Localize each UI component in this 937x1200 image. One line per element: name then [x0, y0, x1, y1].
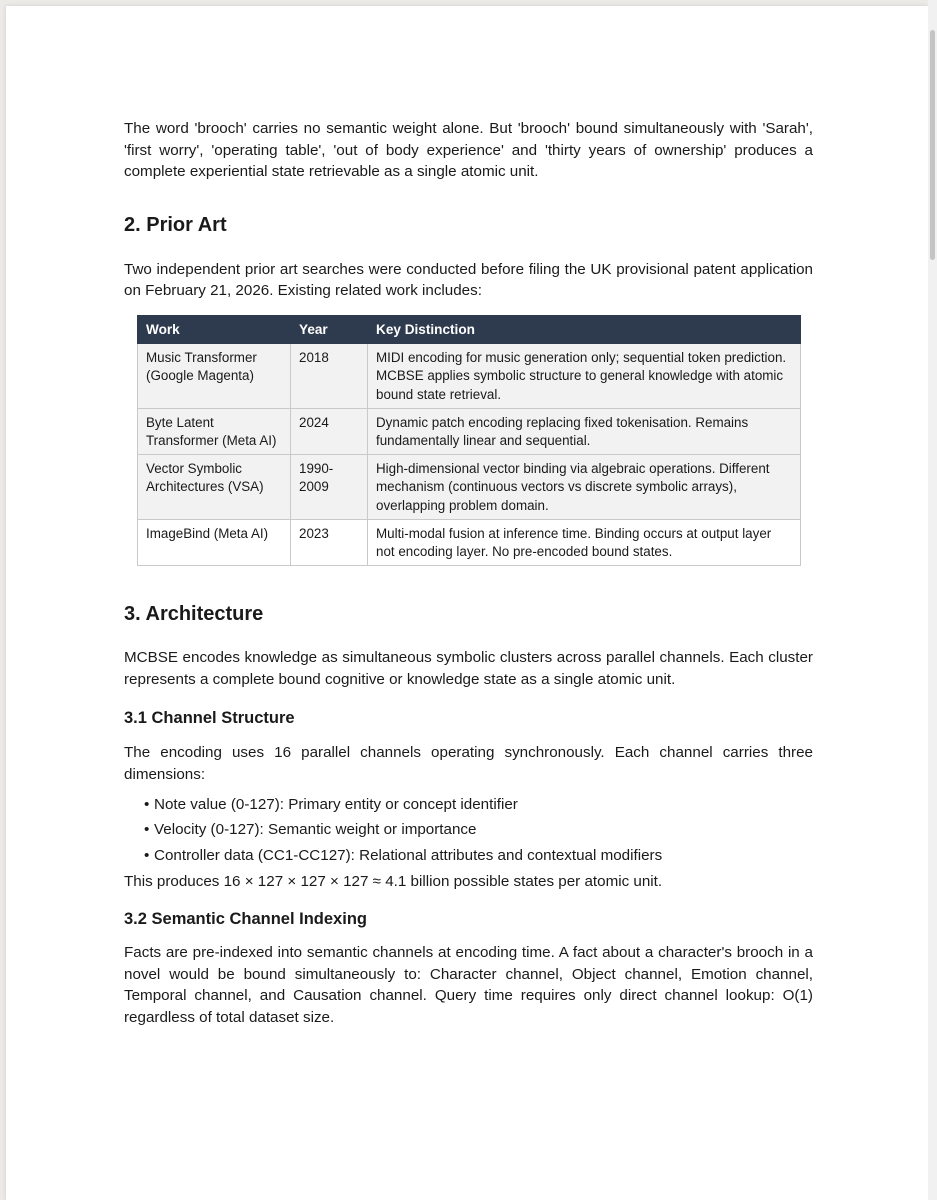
- subsection-heading-channel-structure: 3.1 Channel Structure: [124, 709, 295, 728]
- prior-art-table: [137, 315, 801, 566]
- subsection-heading-semantic-indexing: 3.2 Semantic Channel Indexing: [124, 909, 367, 928]
- table-header-work: Work: [138, 315, 291, 343]
- document-page: [6, 6, 928, 1200]
- table-cell-year: 2018: [291, 344, 368, 409]
- list-item: [144, 843, 813, 869]
- list-item: [144, 792, 813, 818]
- table-cell-distinction: Dynamic patch encoding replacing fixed tokenisation. Remains fundamentally linear and sequential.: [368, 408, 801, 454]
- list-item: [144, 817, 813, 843]
- table-row: [138, 455, 801, 520]
- table-header-row: [138, 315, 801, 343]
- table-row: [138, 344, 801, 409]
- table-row: [138, 408, 801, 454]
- scrollbar-thumb[interactable]: [930, 30, 935, 260]
- vertical-scrollbar[interactable]: [928, 0, 937, 1200]
- prior-art-paragraph: Two independent prior art searches were conducted before filing the UK provisional patent application on February 21, 2026. Existing related work includes:: [124, 260, 813, 300]
- bullet-icon: •: [144, 821, 150, 839]
- table-header-key-distinction: Key Distinction: [368, 315, 801, 343]
- table-cell-work: ImageBind (Meta AI): [138, 519, 291, 565]
- states-summary: This produces 16 × 127 × 127 × 127 ≈ 4.1 billion possible states per atomic unit.: [124, 872, 663, 890]
- table-cell-work: Byte Latent Transformer (Meta AI): [138, 408, 291, 454]
- semantic-indexing-paragraph: Facts are pre-indexed into semantic channels at encoding time. A fact about a character's brooch in a novel would be bound simultaneously to: Character channel, Object channel, Emotion channel, Temporal channel, and Causation channel. Query time requires only direct channel lookup: O(1) regardless of total dataset size.: [124, 943, 813, 1026]
- intro-paragraph: The word 'brooch' carries no semantic weight alone. But 'brooch' bound simultaneously with 'Sarah', 'first worry', 'operating table', 'out of body experience' and 'thirty years of ownership' produces a complete experiential state retrievable as a single atomic unit.: [124, 120, 813, 181]
- table-cell-distinction: High-dimensional vector binding via algebraic operations. Different mechanism (continuous vectors vs discrete symbolic arrays), overlapping problem domain.: [368, 455, 801, 520]
- table-cell-work: Music Transformer (Google Magenta): [138, 344, 291, 409]
- list-item-text: Controller data (CC1-CC127): Relational attributes and contextual modifiers: [154, 847, 663, 865]
- document-content: [124, 118, 813, 1028]
- section-heading-architecture: 3. Architecture: [124, 603, 264, 626]
- table-cell-distinction: MIDI encoding for music generation only; sequential token prediction. MCBSE applies symbolic structure to general knowledge with atomic bound state retrieval.: [368, 344, 801, 409]
- channel-structure-paragraph: The encoding uses 16 parallel channels operating synchronously. Each channel carries three dimensions:: [124, 744, 813, 783]
- table-cell-year: 1990-2009: [291, 455, 368, 520]
- table-cell-work: Vector Symbolic Architectures (VSA): [138, 455, 291, 520]
- table-row: [138, 519, 801, 565]
- list-item-text: Velocity (0-127): Semantic weight or importance: [154, 821, 477, 839]
- table-cell-year: 2023: [291, 519, 368, 565]
- architecture-paragraph: MCBSE encodes knowledge as simultaneous symbolic clusters across parallel channels. Each cluster represents a complete bound cognitive or knowledge state as a single atomic unit.: [124, 649, 813, 688]
- table-cell-year: 2024: [291, 408, 368, 454]
- section-heading-prior-art: 2. Prior Art: [124, 213, 227, 236]
- bullet-icon: •: [144, 847, 150, 865]
- list-item-text: Note value (0-127): Primary entity or concept identifier: [154, 795, 518, 813]
- bullet-icon: •: [144, 795, 150, 813]
- table-header-year: Year: [291, 315, 368, 343]
- channel-dimensions-list: [124, 792, 813, 869]
- table-cell-distinction: Multi-modal fusion at inference time. Binding occurs at output layer not encoding layer. No pre-encoded bound states.: [368, 519, 801, 565]
